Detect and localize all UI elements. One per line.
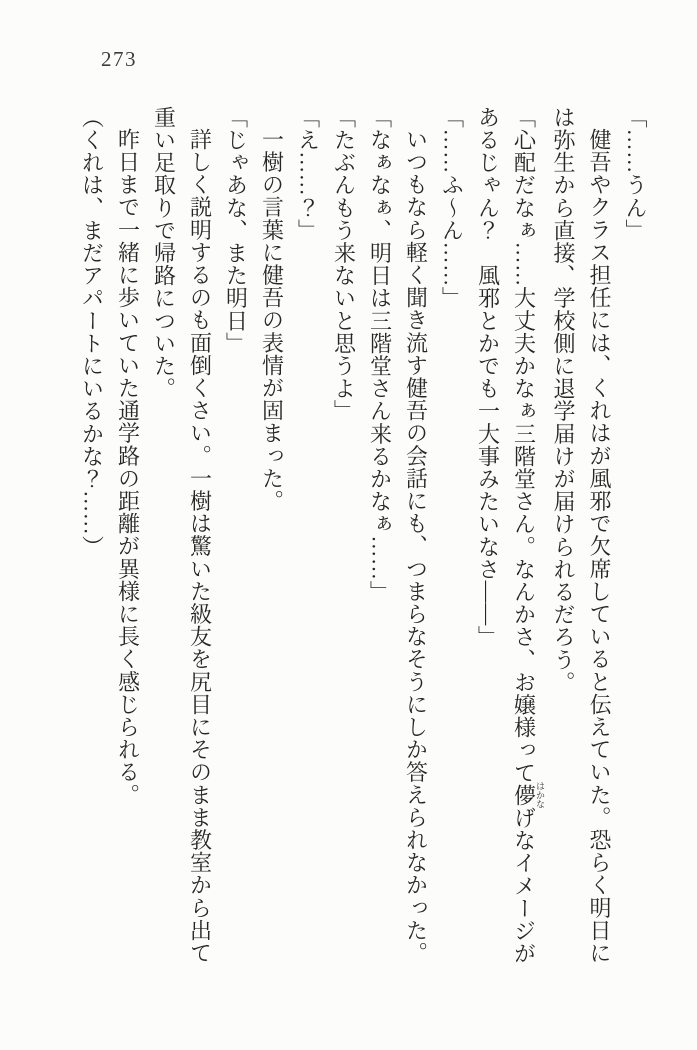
text-column-3-narration: は弥生から直接、学校側に退学届けが届けられるだろう。 — [551, 106, 576, 694]
text-column-4-dialogue — [506, 106, 546, 1011]
text-column-12-dialogue: 「じゃあな、また明日」 — [223, 106, 249, 355]
text-column-1-dialogue: 「……うん」 — [623, 106, 648, 242]
text-column-6-dialogue: 「……ふ〜ん……」 — [439, 106, 465, 310]
ruby-base: 儚 — [511, 781, 537, 809]
text-column-7-narration: いつもなら軽く聞き流す健吾の会話にも、つまらなそうにしか答えられなかった。 — [403, 128, 429, 965]
vertical-text-block — [74, 106, 654, 1011]
text-column-8-dialogue: 「なぁなぁ、明日は三階堂さん来るかなぁ……」 — [367, 106, 393, 604]
text-before-ruby: 「心配だなぁ……大丈夫かなぁ三階堂さん。なんかさ、お嬢様って — [511, 106, 537, 784]
text-column-2-narration: 健吾やクラス担任には、くれはが風邪で欠席していると伝えていた。恐らく明日に — [587, 128, 612, 965]
text-column-9-dialogue: 「たぶんもう来ないと思うよ」 — [331, 106, 357, 423]
text-column-10-dialogue: 「え……？」 — [295, 106, 321, 242]
text-column-16-inner-thought: （くれは、まだアパートにいるかな？……） — [79, 106, 105, 558]
furigana-text: はかな — [535, 781, 545, 809]
text-column-13-narration: 詳しく説明するのも面倒くさい。一樹は驚いた級友を尻目にそのまま教室から出て — [187, 128, 213, 965]
text-column-11-narration: 一樹の言葉に健吾の表情が固まった。 — [259, 128, 285, 513]
text-after-ruby: げなイメージが — [511, 806, 537, 965]
text-column-15-narration: 昨日まで一緒に歩いていた通学路の距離が異様に長く感じられる。 — [115, 128, 141, 806]
text-column-5-dialogue: あるじゃん？ 風邪とかでも一大事みたいなさ――」 — [475, 106, 501, 649]
text-column-14-narration: 重い足取りで帰路についた。 — [151, 106, 177, 400]
page-number: 273 — [101, 47, 137, 71]
ruby-hakanage — [511, 781, 545, 809]
